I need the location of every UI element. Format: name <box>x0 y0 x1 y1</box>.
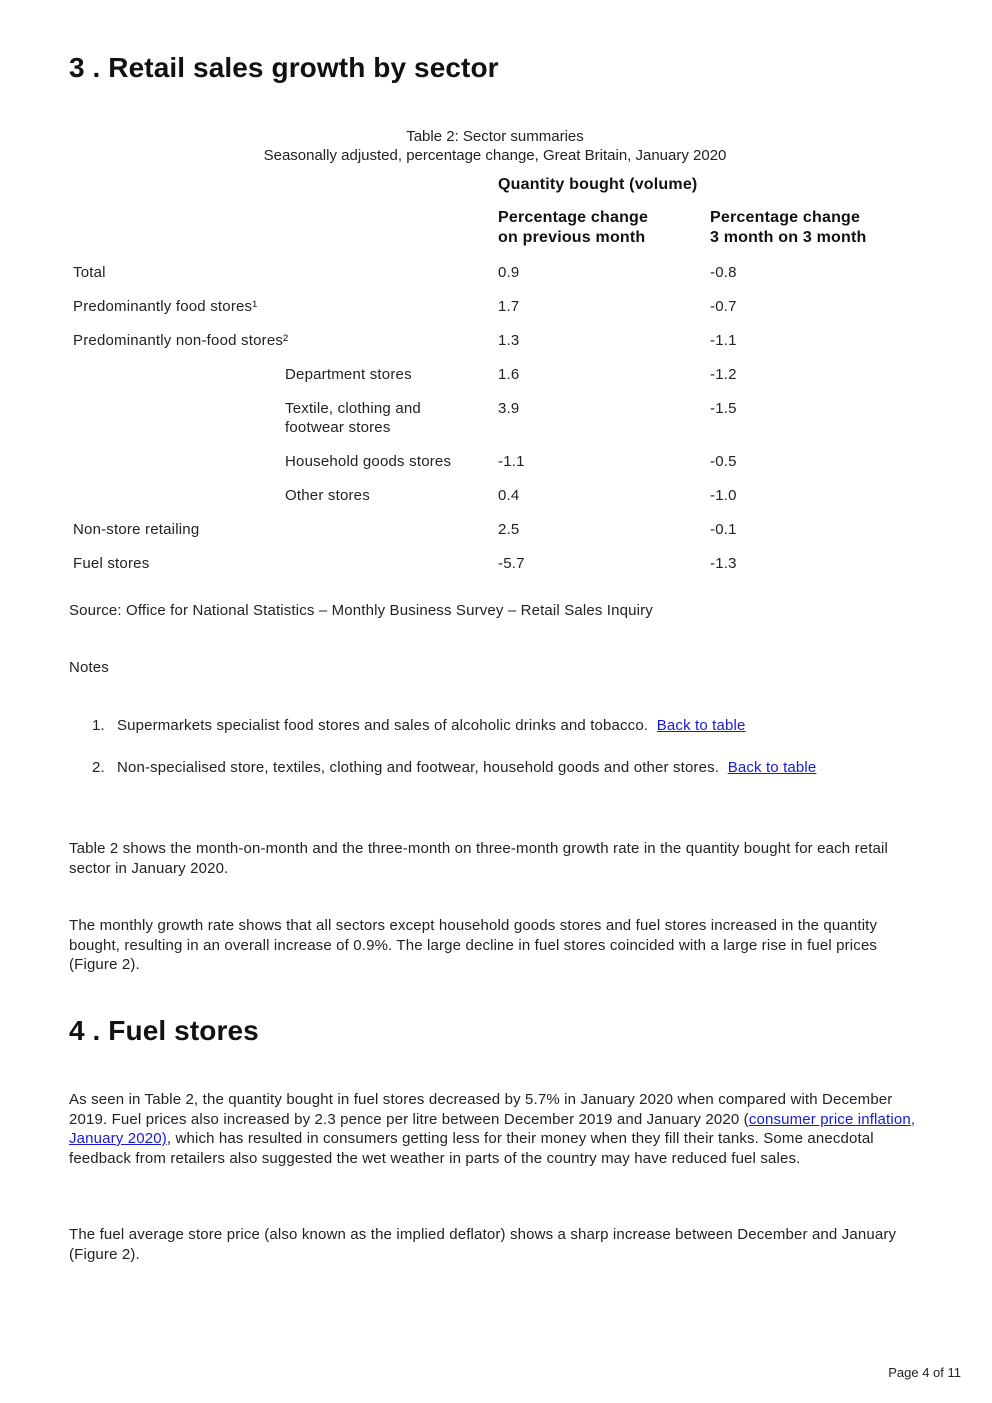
row-3m-value: -0.5 <box>710 453 737 470</box>
note-number: 2. <box>92 759 105 776</box>
table-source: Source: Office for National Statistics – Monthly Business Survey – Retail Sales Inquiry <box>69 602 653 619</box>
row-3m-value: -1.2 <box>710 366 737 383</box>
table-title: Table 2: Sector summaries <box>406 128 584 145</box>
body-paragraph: Table 2 shows the month-on-month and the three-month on three-month growth rate in the quantity bought for each retail sector in January 2020. <box>69 840 889 877</box>
col-3m-header: Percentage change 3 month on 3 month <box>710 209 867 246</box>
body-paragraph: The fuel average store price (also known as the implied deflator) shows a sharp increase between December and January (Figure 2). <box>69 1226 897 1263</box>
row-3m-value: -0.1 <box>710 521 737 538</box>
cpi-link[interactable]: consumer price inflation, January 2020) <box>69 1110 916 1147</box>
row-label: Other stores <box>285 487 370 504</box>
row-mom-value: 0.9 <box>498 264 520 281</box>
row-label: Non-store retailing <box>73 521 200 538</box>
row-label: Household goods stores <box>285 453 452 470</box>
note-item <box>92 716 745 735</box>
row-mom-value: 1.6 <box>498 366 520 383</box>
row-3m-value: -1.1 <box>710 332 737 349</box>
page-number: Page 4 of 11 <box>888 1365 961 1380</box>
back-to-table-link[interactable]: Back to table <box>727 759 817 776</box>
row-mom-value: 1.7 <box>498 298 520 315</box>
row-3m-value: -0.8 <box>710 264 737 281</box>
row-mom-value: 2.5 <box>498 521 520 538</box>
note-text: Supermarkets specialist food stores and sales of alcoholic drinks and tobacco. <box>117 717 649 734</box>
row-mom-value: -5.7 <box>498 555 525 572</box>
note-number: 1. <box>92 717 105 734</box>
note-text: Non-specialised store, textiles, clothing and footwear, household goods and other stores. <box>117 759 720 776</box>
row-label: Department stores <box>285 366 412 383</box>
row-3m-value: -1.5 <box>710 400 737 417</box>
row-label: Total <box>73 264 106 281</box>
row-label: Fuel stores <box>73 555 150 572</box>
back-to-table-link[interactable]: Back to table <box>656 717 746 734</box>
row-3m-value: -1.0 <box>710 487 737 504</box>
row-3m-value: -0.7 <box>710 298 737 315</box>
row-mom-value: 1.3 <box>498 332 520 349</box>
row-mom-value: 0.4 <box>498 487 520 504</box>
col-mom-header: Percentage change on previous month <box>498 209 649 246</box>
table-subtitle: Seasonally adjusted, percentage change, Great Britain, January 2020 <box>263 147 727 164</box>
row-3m-value: -1.3 <box>710 555 737 572</box>
row-mom-value: -1.1 <box>498 453 525 470</box>
row-label: Textile, clothing and footwear stores <box>285 400 421 436</box>
body-paragraph: As seen in Table 2, the quantity bought in fuel stores decreased by 5.7% in January 2020 when compared with December 2019. Fuel prices also increased by 2.3 pence per litre between December 2019 and January 2020 (consumer price inflation, January 2020), which has resulted in consumers getting less for their money when they fill their tanks. Some anecdotal feedback from retailers also suggested the wet weather in parts of the country may have reduced fuel sales. <box>69 1091 916 1167</box>
notes-heading: Notes <box>69 659 109 676</box>
note-item <box>92 758 816 777</box>
row-label: Predominantly non-food stores² <box>73 332 289 349</box>
section-4-heading: 4 . Fuel stores <box>69 1015 259 1046</box>
row-label: Predominantly food stores¹ <box>73 298 258 315</box>
group-header: Quantity bought (volume) <box>498 176 698 193</box>
section-3-heading: 3 . Retail sales growth by sector <box>69 52 499 83</box>
body-paragraph: The monthly growth rate shows that all sectors except household goods stores and fuel stores increased in the quantity bought, resulting in an overall increase of 0.9%. The large decline in fuel stores coincided with a large rise in fuel prices (Figure 2). <box>69 917 878 973</box>
row-mom-value: 3.9 <box>498 400 520 417</box>
